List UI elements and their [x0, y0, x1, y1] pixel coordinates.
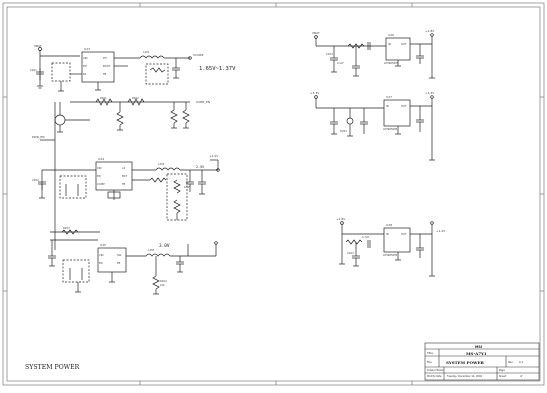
resistor-r4-value: 10K [160, 284, 165, 287]
regulator-2-pin-fb: FB [122, 183, 126, 186]
file-title: SYSTEM POWER [446, 360, 484, 365]
ldo-2-chip [384, 100, 410, 126]
inductor-l3-label: L203 [148, 249, 155, 252]
title-company: MSI [475, 345, 483, 349]
regulator-3-vout-note: 3.0V [159, 244, 170, 249]
regulator-1-pin-fb: FB [103, 73, 107, 76]
modify-date: Tuesday, December 14, 2004 [447, 375, 483, 378]
regulator-1-pin-boot: BOOT [103, 65, 111, 68]
regulator-3-pin-vin: VIN [99, 254, 104, 257]
capacitor-c2-value: 10uF [184, 186, 190, 189]
ldo-2-net-out: +3.3V [425, 91, 435, 95]
ldo-2-pin-in: IN [386, 105, 389, 108]
ldo-3-pin-in: IN [386, 233, 389, 236]
net-core-en-label: CORE_EN [196, 100, 211, 104]
resistor-r4-label: R204 [160, 280, 167, 283]
regulator-1-chip-name: U23 [84, 47, 91, 51]
capacitor-c1-label: C201 [30, 69, 37, 72]
resistor-r2-label: R202 [132, 97, 139, 100]
regulator-1-vout-note: 1.65V~1.37V [199, 66, 236, 72]
regulator-2-vout-note: 2.5V [196, 165, 205, 169]
ldo-2-net-in: +3.3V [310, 91, 320, 95]
ldo-3-pin-out: OUT [401, 233, 407, 236]
regulator-3-pin-en: EN [99, 262, 103, 265]
resistor-r3-label: R203 [63, 227, 70, 230]
drawer-label: Drawer Name [427, 369, 444, 372]
ldo-2-name: U27 [386, 95, 393, 99]
net-vbat-label: VBAT [34, 44, 42, 48]
regulator-2-pin-en: EN [97, 175, 101, 178]
rev-label: Rev. [508, 361, 514, 364]
regulator-2-pin-lx: LX [122, 167, 126, 170]
regulator-3-chip [98, 248, 126, 272]
regulator-1-block [36, 48, 191, 133]
regulator-1-out-label: VCORE [193, 53, 204, 57]
regulator-3-pin-sw: SW [117, 254, 122, 257]
diode-d1-label: D201 [340, 130, 347, 133]
ldo-1-part: LP3985IM5 [384, 62, 399, 65]
file-label: File [427, 360, 432, 364]
capacitor-c4-label: C204 [347, 252, 354, 255]
ldo-2-block [315, 96, 435, 160]
page-of: of [520, 375, 523, 378]
title-model: MS-A7Y1 [466, 351, 487, 356]
regulator-3-chip-name: U25 [100, 243, 107, 247]
capacitor-c3-value: 0.1uF [337, 62, 344, 65]
modify-label: Modify Date [427, 375, 442, 378]
ldo-3-net-in: +1.8V [336, 217, 346, 221]
regulator-2-net-out: +2.5V [209, 154, 219, 158]
regulator-3-pin-fb: FB [117, 262, 121, 265]
net-pwr-en-label: PWR_EN [32, 135, 45, 139]
ldo-1-pin-in: IN [388, 43, 391, 46]
capacitor-c2-label: C202 [32, 179, 39, 182]
title-label: Title [427, 351, 433, 355]
ldo-2-part: LP3985IM5 [383, 128, 398, 131]
ldo-1-chip [386, 38, 410, 60]
ldo-1-name: U26 [388, 33, 395, 37]
regulator-2-pin-vin: VIN [97, 167, 102, 170]
ldo-1-pin-out: OUT [401, 43, 407, 46]
sheet-caption: SYSTEM POWER [25, 364, 80, 371]
ldo-3-chip [384, 228, 410, 252]
inductor-l1-label: L201 [143, 51, 150, 54]
inductor-l2-label: L202 [158, 163, 165, 166]
ldo-3-name: U28 [386, 223, 393, 227]
regulator-1-pin-ss: SS [83, 73, 87, 76]
regulator-1-pin-ph: PH [103, 57, 107, 60]
capacitor-c3-label: C203 [326, 53, 333, 56]
ldo-3-net-out: +1.2V [436, 229, 446, 233]
page-label: Page [499, 369, 505, 372]
rev-value: 0.1 [519, 361, 524, 364]
sheet-border [3, 3, 544, 385]
regulator-1-pin-vin: VIN [83, 57, 88, 60]
regulator-2-block [38, 160, 219, 220]
page-sheet: Sheet [499, 375, 506, 378]
ldo-2-pin-out: OUT [401, 105, 407, 108]
ldo-1-net-out: +1.8V [425, 29, 435, 33]
resistor-r1-label: R201 [100, 97, 107, 100]
regulator-2-pin-bst: BST [122, 175, 127, 178]
regulator-3-block [48, 230, 217, 294]
inductor-value: 4.7uH [362, 236, 370, 239]
regulator-2-pin-comp: COMP [97, 183, 105, 186]
regulator-1-pin-en: EN [83, 65, 87, 68]
ldo-3-block [339, 222, 435, 276]
regulator-2-chip-name: U24 [98, 157, 105, 161]
ldo-3-part: LP3985IM5 [383, 254, 398, 257]
ldo-1-net-in: VBAT [312, 31, 320, 35]
